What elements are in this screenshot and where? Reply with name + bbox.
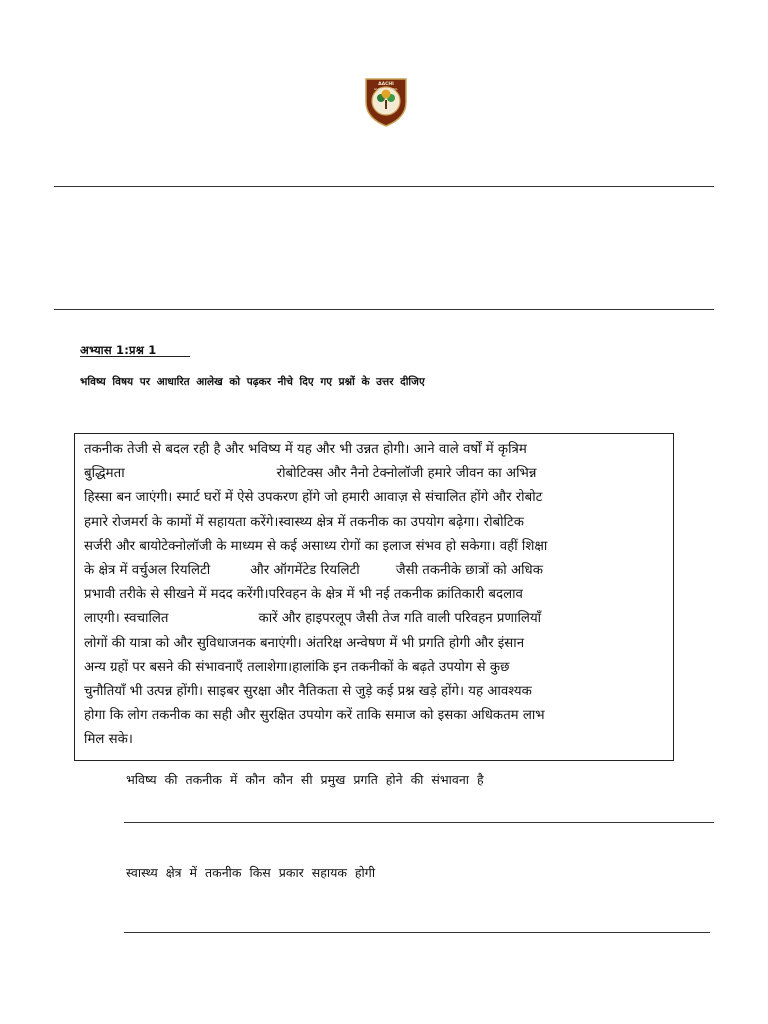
logo-subtitle: GLOBAL SCHOOL [374, 87, 398, 91]
question-2: स्वास्थ्य क्षेत्र में तकनीक किस प्रकार सहायक होगी [126, 865, 376, 880]
passage-line: प्रभावी तरीके से सीखने में मदद करेंगी।परिवहन के क्षेत्र में भी नई तकनीक क्रांतिकारी बदलाव [84, 587, 523, 603]
header-rule-bottom [54, 309, 714, 310]
exercise-instruction [80, 375, 425, 389]
logo-name: AACHI [378, 82, 394, 87]
passage-box [74, 433, 674, 761]
passage-line: के क्षेत्र में वर्चुअल रियलिटी और ऑगमेंटेड रियलिटी जैसी तकनीके छात्रों को अधिक [84, 563, 543, 579]
passage-line: लाएगी। स्वचालित कारें और हाइपरलूप जैसी तेज गति वाली परिवहन प्रणालियाँ [84, 611, 542, 627]
passage-line: सर्जरी और बायोटेक्नोलॉजी के माध्यम से कई असाध्य रोगों का इलाज संभव हो सकेगा। वहीं शिक्षा [84, 538, 548, 554]
header-rule-top [54, 186, 714, 187]
answer-line-2[interactable] [124, 932, 710, 933]
passage-line: मिल सके। [84, 732, 133, 748]
instruction-part-a: भविष्य विषय पर आधारित आलेख को [80, 376, 241, 388]
question-1: भविष्य की तकनीक में कौन कौन सी प्रमुख प्रगति होने की संभावना है [126, 772, 484, 787]
passage-line: हमारे रोजमर्रा के कामों में सहायता करेंगे।स्वास्थ्य क्षेत्र में तकनीक का उपयोग बढ़ेगा। रोबोटिक [84, 514, 524, 530]
passage-line: होगा कि लोग तकनीक का सही और सुरक्षित उपयोग करें ताकि समाज को इसका अधिकतम लाभ [84, 708, 545, 724]
heading-underline [80, 356, 190, 357]
passage-text [84, 438, 665, 753]
exercise-heading: अभ्यास 1:प्रश्न 1 [80, 343, 157, 357]
answer-line-1[interactable] [124, 822, 714, 823]
passage-line: अन्य ग्रहों पर बसने की संभावनाएँ तलाशेगा।हालांकि इन तकनीकों के बढ़ते उपयोग से कुछ [84, 659, 510, 675]
passage-line: लोगों की यात्रा को और सुविधाजनक बनाएंगी। अंतरिक्ष अन्वेषण में भी प्रगति होगी और इंसान [84, 635, 525, 651]
school-logo [363, 76, 409, 128]
passage-line: चुनौतियाँ भी उत्पन्न होंगी। साइबर सुरक्षा और नैतिकता से जुड़े कई प्रश्न खड़े होंगे। यह आवश्यक [84, 684, 532, 700]
passage-line: तकनीक तेजी से बदल रही है और भविष्य में यह और भी उन्नत होगी। आने वाले वर्षों में कृत्रिम [84, 442, 527, 457]
passage-line: बुद्धिमता रोबोटिक्स और नैनो टेक्नोलॉजी हमारे जीवन का अभिन्न [84, 466, 537, 482]
passage-line: हिस्सा बन जाएंगी। स्मार्ट घरों में ऐसे उपकरण होंगे जो हमारी आवाज़ से संचालित होंगे और रोबोट [84, 490, 543, 506]
instruction-part-b: पढ़कर नीचे दिए गए प्रश्नों के उत्तर दीजिए [246, 376, 425, 388]
